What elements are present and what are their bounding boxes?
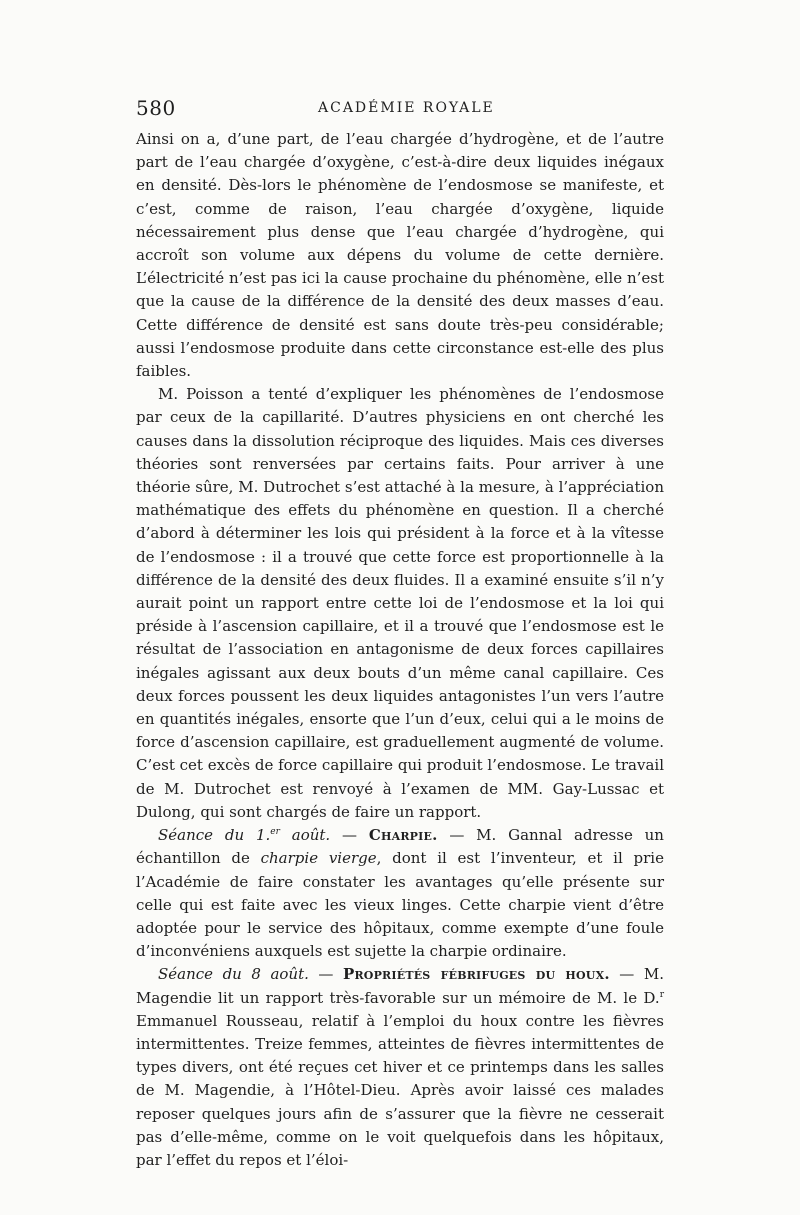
dash: —	[308, 965, 343, 984]
section-topic: Charpie.	[368, 826, 438, 845]
seance-date-superscript: er	[270, 827, 280, 838]
dash: —	[609, 965, 644, 984]
italic-term: charpie vierge	[260, 849, 377, 868]
section-topic: Propriétés fébrifuges du houx.	[342, 965, 610, 984]
paragraph-electricity: Ainsi on a, d’une part, de l’eau chargée d’hydrogène, et de l’autre part de l’eau chargée d’oxygène, c’est-à-dire deux liquides inégaux en densité. Dès-lors le phénomène de l’endosmose se manifeste, et c’est, comme de raison, l’eau chargée d’oxygène, liquide nécessairement plus dense que l’eau chargée d’hydrogène, qui accroît son volume aux dépens du volume de cette dernière. L’électricité n’est pas ici la cause prochaine du phénomène, elle n’est que la cause de la différence de la densité des deux masses d’eau. Cette différence de densité est sans doute très-peu considérable; aussi l’endosmose produite dans cette circonstance est-elle des plus faibles.	[136, 130, 664, 381]
body-text	[136, 128, 664, 1172]
seance-date-prefix: Séance du 1.	[158, 826, 271, 845]
paragraph-seance-8-aout	[136, 963, 664, 1172]
seance-date: Séance du 8 août.	[158, 965, 309, 984]
running-head: ACADÉMIE ROYALE	[318, 100, 495, 116]
paragraph-text: , dont il est l’inventeur, et il prie l’Académie de faire constater les avantages qu’elle présente sur celle qui est faite avec les vieux linges. Cette charpie vient d’être adoptée pour le service des hôpitaux, comme exempte d’une foule d’inconvéniens auxquels est sujette la charpie ordinaire.	[136, 849, 664, 961]
paragraph-text: M. Magendie lit un rapport très-favorable sur un mémoire de M. le D.	[136, 965, 664, 1007]
page-header	[136, 96, 664, 120]
paragraph-text: Emmanuel Rousseau, relatif à l’emploi du houx contre les fièvres intermittentes. Treize femmes, atteintes de fièvres intermittentes de types divers, ont été reçues cet hiver et ce printemps dans les salles de M. Magendie, à l’Hôtel-Dieu. Après avoir laissé ces malades reposer quelques jours afin de s’assurer que la fièvre ne cesserait pas d’elle-même, comme on le voit quelquefois dans les hôpitaux, par l’effet du repos et l’éloi-	[136, 1011, 664, 1169]
paragraph-text: M. Gannal adresse un échantillon de	[136, 826, 664, 868]
paragraph-seance-1-aout	[136, 824, 664, 963]
seance-date	[158, 826, 330, 844]
seance-date-suffix: août.	[279, 826, 331, 845]
doctor-superscript: r	[659, 989, 664, 1000]
paragraph-dutrochet: M. Poisson a tenté d’expliquer les phénomènes de l’endosmose par ceux de la capillarité. D’autres physiciens en ont cherché les causes dans la dissolution réciproque des liquides. Mais ces diverses théories sont renversées par certains faits. Pour arriver à une théorie sûre, M. Dutrochet s’est attaché à la mesure, à l’appréciation mathématique des effets du phénomène en question. Il a cherché d’abord à déterminer les lois qui président à la force et à la vîtesse de l’endosmose : il a trouvé que cette force est proportionnelle à la différence de la densité des deux fluides. Il a examiné ensuite s’il n’y aurait point un rapport entre cette loi de l’endosmose et la loi qui préside à l’ascension capillaire, et il a trouvé que l’endosmose est le résultat de l’association en antagonisme de deux forces capillaires inégales agissant aux deux bouts d’un même canal capillaire. Ces deux forces poussent les deux liquides antagonistes l’un vers l’autre en quantités inégales, ensorte que l’un d’eux, celui qui a le moins de force d’ascension capillaire, est graduellement augmenté de volume. C’est cet excès de force capillaire qui produit l’endosmose. Le travail de M. Dutrochet est renvoyé à l’examen de MM. Gay-Lussac et Dulong, qui sont chargés de faire un rapport.	[136, 385, 664, 821]
dash: —	[330, 826, 369, 845]
page-number: 580	[136, 96, 176, 120]
dash: —	[437, 826, 477, 845]
